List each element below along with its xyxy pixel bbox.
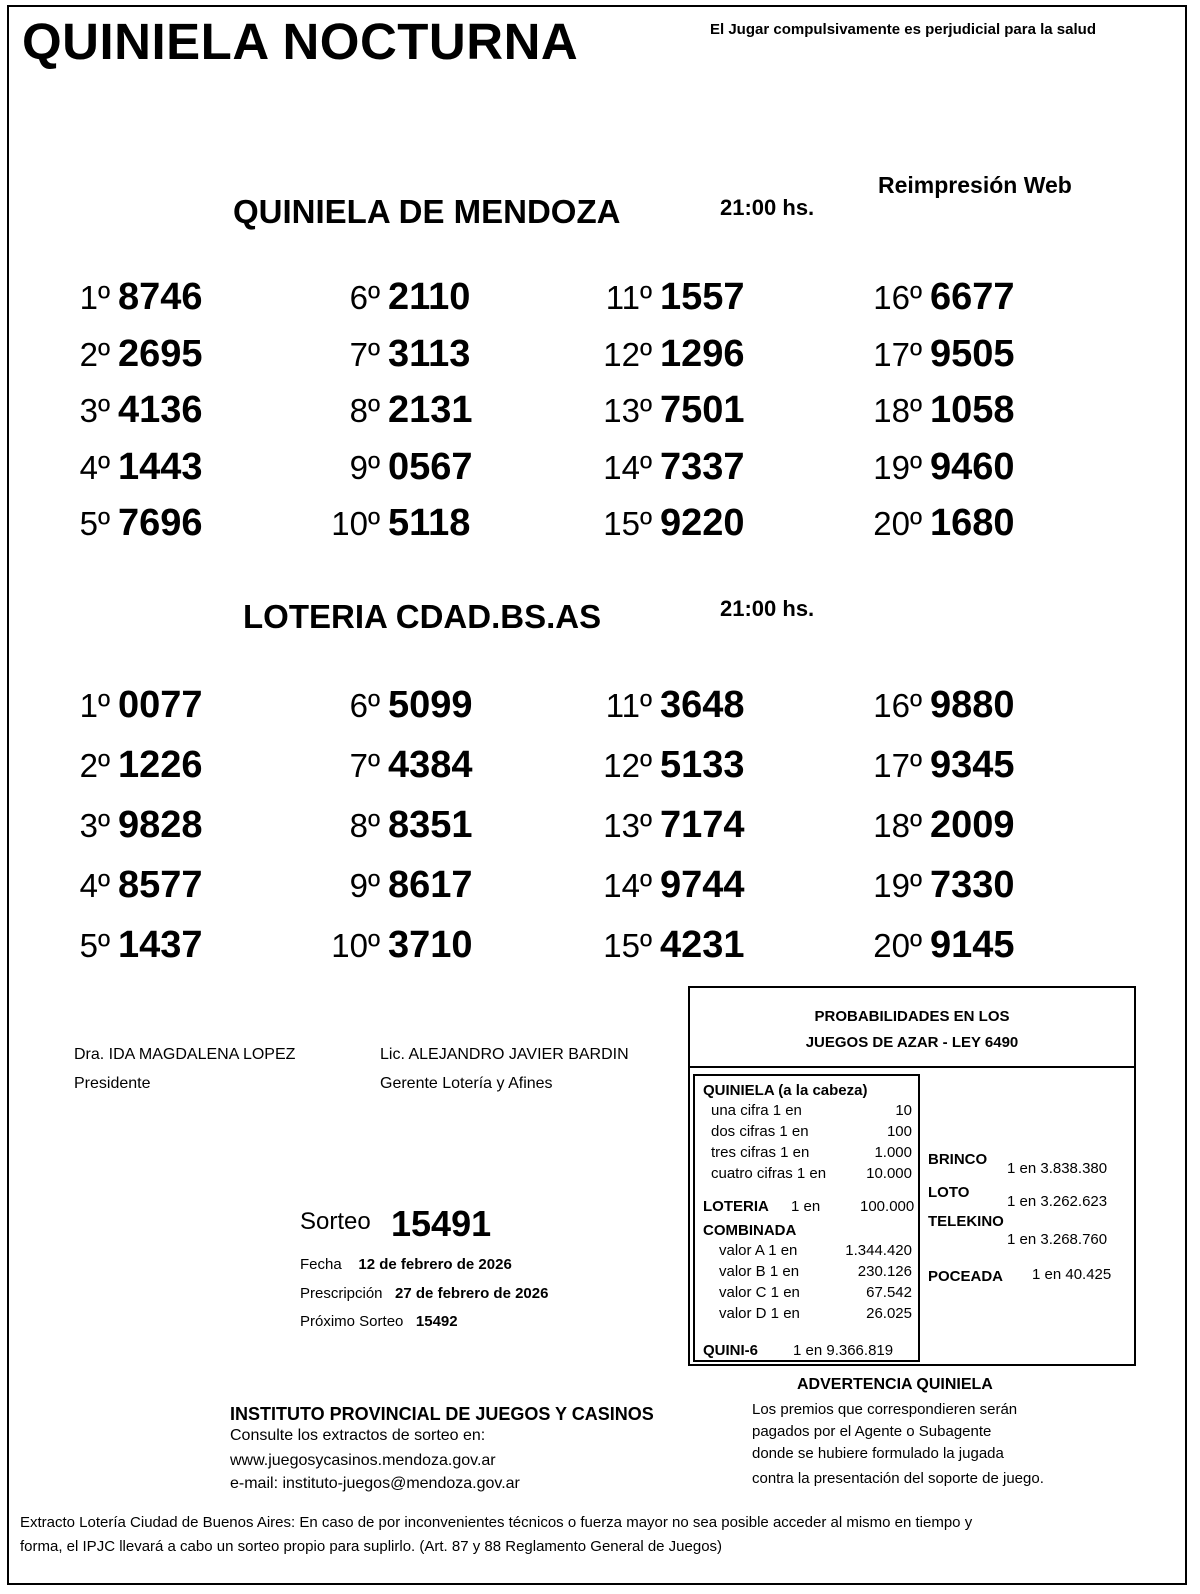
brinco-odds-value: 1 en 3.838.380 xyxy=(1007,1160,1108,1177)
result-position: 17º xyxy=(873,335,922,373)
result-number: 1443 xyxy=(118,445,203,488)
result-item xyxy=(580,442,745,492)
result-item xyxy=(55,800,203,850)
result-position: 11º xyxy=(605,687,652,724)
section-title-loteria: LOTERIA CDAD.BS.AS xyxy=(243,598,602,635)
result-position: 17º xyxy=(873,747,922,784)
result-number: 0077 xyxy=(118,684,203,726)
result-position: 12º xyxy=(603,747,652,784)
result-number: 9460 xyxy=(930,445,1015,488)
result-number: 3648 xyxy=(660,684,745,726)
result-item xyxy=(580,329,745,379)
result-number: 1296 xyxy=(660,332,745,375)
combinada-odds-title: COMBINADA xyxy=(703,1222,797,1239)
result-position: 6º xyxy=(349,687,380,724)
result-item xyxy=(310,740,473,790)
result-item xyxy=(55,920,203,970)
result-item xyxy=(850,385,1015,435)
result-position: 7º xyxy=(349,747,380,784)
signature-left-role: Presidente xyxy=(74,1075,151,1092)
result-item xyxy=(310,272,470,322)
result-number: 8617 xyxy=(388,864,473,906)
quini6-odds-label: QUINI-6 xyxy=(703,1342,759,1359)
combinada-odds-label: valor B 1 en xyxy=(719,1263,800,1280)
loteria-odds-text: 1 en xyxy=(791,1198,821,1215)
result-position: 13º xyxy=(603,392,652,429)
draw-date xyxy=(300,1256,512,1273)
poceada-odds-value: 1 en 40.425 xyxy=(1032,1266,1112,1283)
result-number: 7501 xyxy=(660,389,745,431)
result-number: 7330 xyxy=(930,864,1015,906)
result-number: 4384 xyxy=(388,744,473,786)
reprint-label: Reimpresión Web xyxy=(878,172,1072,198)
result-number: 3710 xyxy=(388,924,473,966)
result-position: 2º xyxy=(79,335,110,373)
probabilities-header xyxy=(690,988,1134,1068)
result-number: 1680 xyxy=(930,502,1015,544)
result-item xyxy=(850,800,1015,850)
result-number: 5099 xyxy=(388,684,473,726)
signature-right-role: Gerente Lotería y Afines xyxy=(380,1075,553,1092)
result-position: 1º xyxy=(79,687,110,724)
result-number: 9880 xyxy=(930,684,1015,726)
result-position: 10º xyxy=(331,505,380,542)
result-item xyxy=(580,800,745,850)
result-item xyxy=(850,272,1015,322)
result-position: 13º xyxy=(603,807,652,844)
warning-line-4: contra la presentación del soporte de juego. xyxy=(752,1470,1044,1487)
result-position: 16º xyxy=(873,687,922,724)
result-item xyxy=(850,329,1015,379)
result-number: 8746 xyxy=(118,276,203,318)
page-title: QUINIELA NOCTURNA xyxy=(22,13,579,70)
quiniela-odds-value: 10.000 xyxy=(866,1165,912,1182)
result-position: 12º xyxy=(603,335,652,373)
result-number: 1557 xyxy=(660,276,745,318)
section-time-loteria: 21:00 hs. xyxy=(720,596,815,621)
institute-website[interactable]: www.juegosycasinos.mendoza.gov.ar xyxy=(230,1452,496,1469)
result-position: 18º xyxy=(873,392,922,429)
result-item xyxy=(580,498,745,548)
quiniela-odds-label: tres cifras 1 en xyxy=(711,1144,810,1161)
signature-right-name: Lic. ALEJANDRO JAVIER BARDIN xyxy=(380,1046,629,1063)
result-number: 9505 xyxy=(930,332,1015,375)
draw-number: 15491 xyxy=(391,1203,492,1244)
result-item xyxy=(580,860,745,910)
result-item xyxy=(310,680,473,730)
probabilities-title-2: JUEGOS DE AZAR - LEY 6490 xyxy=(805,1034,1019,1051)
result-item xyxy=(310,442,473,492)
result-item xyxy=(580,385,745,435)
institute-name: INSTITUTO PROVINCIAL DE JUEGOS Y CASINOS xyxy=(230,1404,654,1424)
footer-line-1: Extracto Lotería Ciudad de Buenos Aires: En caso de por inconvenientes técnicos o fuerza mayor no sea posible acceder al mismo en tiempo y xyxy=(20,1514,973,1531)
draw-label: Sorteo xyxy=(300,1208,371,1235)
result-position: 20º xyxy=(873,505,922,542)
result-position: 4º xyxy=(79,448,110,486)
result-item xyxy=(310,860,473,910)
result-number: 1437 xyxy=(118,924,203,966)
result-number: 9345 xyxy=(930,744,1015,786)
result-item xyxy=(850,920,1015,970)
telekino-odds-value: 1 en 3.268.760 xyxy=(1007,1231,1108,1248)
result-number: 3113 xyxy=(388,332,471,375)
health-warning: El Jugar compulsivamente es perjudicial para la salud xyxy=(710,21,1096,38)
result-position: 15º xyxy=(603,505,652,542)
combinada-odds-label: valor A 1 en xyxy=(719,1242,798,1259)
combinada-odds-value: 26.025 xyxy=(866,1305,912,1322)
result-position: 8º xyxy=(349,807,380,844)
draw-next-value: 15492 xyxy=(415,1313,458,1330)
result-item xyxy=(310,498,470,548)
warning-title: ADVERTENCIA QUINIELA xyxy=(797,1376,993,1393)
telekino-odds-label: TELEKINO xyxy=(928,1213,1004,1230)
section-title-mendoza: QUINIELA DE MENDOZA xyxy=(233,193,621,230)
quini6-odds-value: 1 en 9.366.819 xyxy=(793,1342,894,1359)
result-item xyxy=(850,498,1015,548)
draw-date-label: Fecha xyxy=(300,1256,342,1273)
result-position: 8º xyxy=(349,392,380,429)
institute-email[interactable]: e-mail: instituto-juegos@mendoza.gov.ar xyxy=(230,1475,520,1492)
result-item xyxy=(580,680,745,730)
result-item xyxy=(55,498,203,548)
result-number: 9744 xyxy=(660,864,745,906)
draw-date-value: 12 de febrero de 2026 xyxy=(358,1256,512,1273)
institute-line-1: Consulte los extractos de sorteo en: xyxy=(230,1427,486,1444)
result-number: 1058 xyxy=(930,389,1015,431)
result-number: 7696 xyxy=(118,502,203,544)
result-number: 2009 xyxy=(930,804,1015,846)
result-item xyxy=(580,272,745,322)
combinada-odds-label: valor D 1 en xyxy=(719,1305,800,1322)
section-time-mendoza: 21:00 hs. xyxy=(720,195,815,220)
result-number: 6677 xyxy=(930,276,1015,318)
result-item xyxy=(580,740,745,790)
result-position: 9º xyxy=(349,448,380,486)
quiniela-odds-label: cuatro cifras 1 en xyxy=(711,1165,827,1182)
result-item xyxy=(55,740,203,790)
brinco-odds-label: BRINCO xyxy=(928,1151,988,1168)
draw-prescription-label: Prescripción xyxy=(300,1285,383,1302)
result-number: 8351 xyxy=(388,804,473,846)
result-number: 0567 xyxy=(388,445,473,488)
result-item xyxy=(55,442,203,492)
result-number: 1226 xyxy=(118,744,203,786)
result-position: 3º xyxy=(79,392,110,429)
result-item xyxy=(55,860,203,910)
result-item xyxy=(850,740,1015,790)
result-position: 19º xyxy=(873,867,922,904)
draw-prescription-value: 27 de febrero de 2026 xyxy=(395,1285,549,1302)
result-number: 9220 xyxy=(660,502,745,544)
result-number: 2695 xyxy=(118,332,203,375)
result-number: 9828 xyxy=(118,804,203,846)
quiniela-odds-label: una cifra 1 en xyxy=(711,1102,802,1119)
combinada-odds-value: 1.344.420 xyxy=(845,1242,912,1259)
combinada-odds-value: 230.126 xyxy=(857,1263,912,1280)
loto-odds-value: 1 en 3.262.623 xyxy=(1007,1193,1108,1210)
result-number: 5118 xyxy=(388,502,471,544)
result-position: 14º xyxy=(603,448,652,486)
result-position: 10º xyxy=(331,927,380,964)
result-position: 5º xyxy=(79,927,110,964)
result-position: 6º xyxy=(349,279,380,316)
loteria-odds-label: LOTERIA xyxy=(703,1198,769,1215)
result-position: 2º xyxy=(79,747,110,784)
result-position: 11º xyxy=(605,279,652,316)
signature-right xyxy=(380,1040,629,1098)
result-number: 2110 xyxy=(388,276,471,318)
result-number: 4136 xyxy=(118,389,203,431)
result-number: 4231 xyxy=(660,924,745,966)
signature-left xyxy=(74,1040,295,1098)
quiniela-odds-label: dos cifras 1 en xyxy=(711,1123,809,1140)
result-item xyxy=(55,272,203,322)
result-item xyxy=(310,329,470,379)
signature-left-name: Dra. IDA MAGDALENA LOPEZ xyxy=(74,1046,296,1063)
combinada-odds-value: 67.542 xyxy=(866,1284,912,1301)
result-position: 14º xyxy=(603,867,652,904)
result-position: 18º xyxy=(873,807,922,844)
result-position: 15º xyxy=(603,927,652,964)
quiniela-odds-value: 10 xyxy=(895,1102,912,1119)
result-number: 2131 xyxy=(388,389,473,431)
result-position: 7º xyxy=(349,335,380,373)
quiniela-odds-value: 1.000 xyxy=(874,1144,912,1161)
result-item xyxy=(55,329,203,379)
warning-line-1: Los premios que correspondieren serán xyxy=(752,1401,1018,1418)
result-position: 1º xyxy=(79,279,110,316)
combinada-odds-label: valor C 1 en xyxy=(719,1284,800,1301)
result-item xyxy=(310,385,473,435)
quiniela-odds-title: QUINIELA (a la cabeza) xyxy=(703,1082,868,1099)
draw-prescription xyxy=(300,1285,548,1302)
result-item xyxy=(55,680,203,730)
warning-line-3: donde se hubiere formulado la jugada xyxy=(752,1445,1004,1462)
result-position: 3º xyxy=(79,807,110,844)
result-position: 19º xyxy=(873,448,922,486)
result-item xyxy=(580,920,745,970)
result-number: 5133 xyxy=(660,744,745,786)
result-item xyxy=(310,920,473,970)
result-number: 7174 xyxy=(660,804,745,846)
result-item xyxy=(850,860,1015,910)
result-position: 5º xyxy=(79,505,110,542)
footer-line-2: forma, el IPJC llevará a cabo un sorteo propio para suplirlo. (Art. 87 y 88 Reglamento General de Juegos) xyxy=(20,1538,723,1555)
result-item xyxy=(55,385,203,435)
result-position: 20º xyxy=(873,927,922,964)
probabilities-title-1: PROBABILIDADES EN LOS xyxy=(814,1008,1010,1025)
quiniela-odds-value: 100 xyxy=(886,1123,912,1140)
result-item xyxy=(850,442,1015,492)
draw-next-label: Próximo Sorteo xyxy=(300,1313,404,1330)
result-position: 4º xyxy=(79,867,110,904)
probabilities-box xyxy=(688,986,1136,1366)
result-number: 7337 xyxy=(660,445,745,488)
probabilities-left-panel xyxy=(693,1074,920,1362)
result-number: 9145 xyxy=(930,924,1015,966)
warning-line-2: pagados por el Agente o Subagente xyxy=(752,1423,992,1440)
poceada-odds-label: POCEADA xyxy=(928,1268,1004,1285)
result-position: 16º xyxy=(873,279,922,316)
result-number: 8577 xyxy=(118,864,203,906)
draw-next xyxy=(300,1313,458,1330)
loto-odds-label: LOTO xyxy=(928,1184,970,1201)
result-position: 9º xyxy=(349,867,380,904)
result-item xyxy=(310,800,473,850)
result-item xyxy=(850,680,1015,730)
loteria-odds-value: 100.000 xyxy=(860,1198,915,1215)
